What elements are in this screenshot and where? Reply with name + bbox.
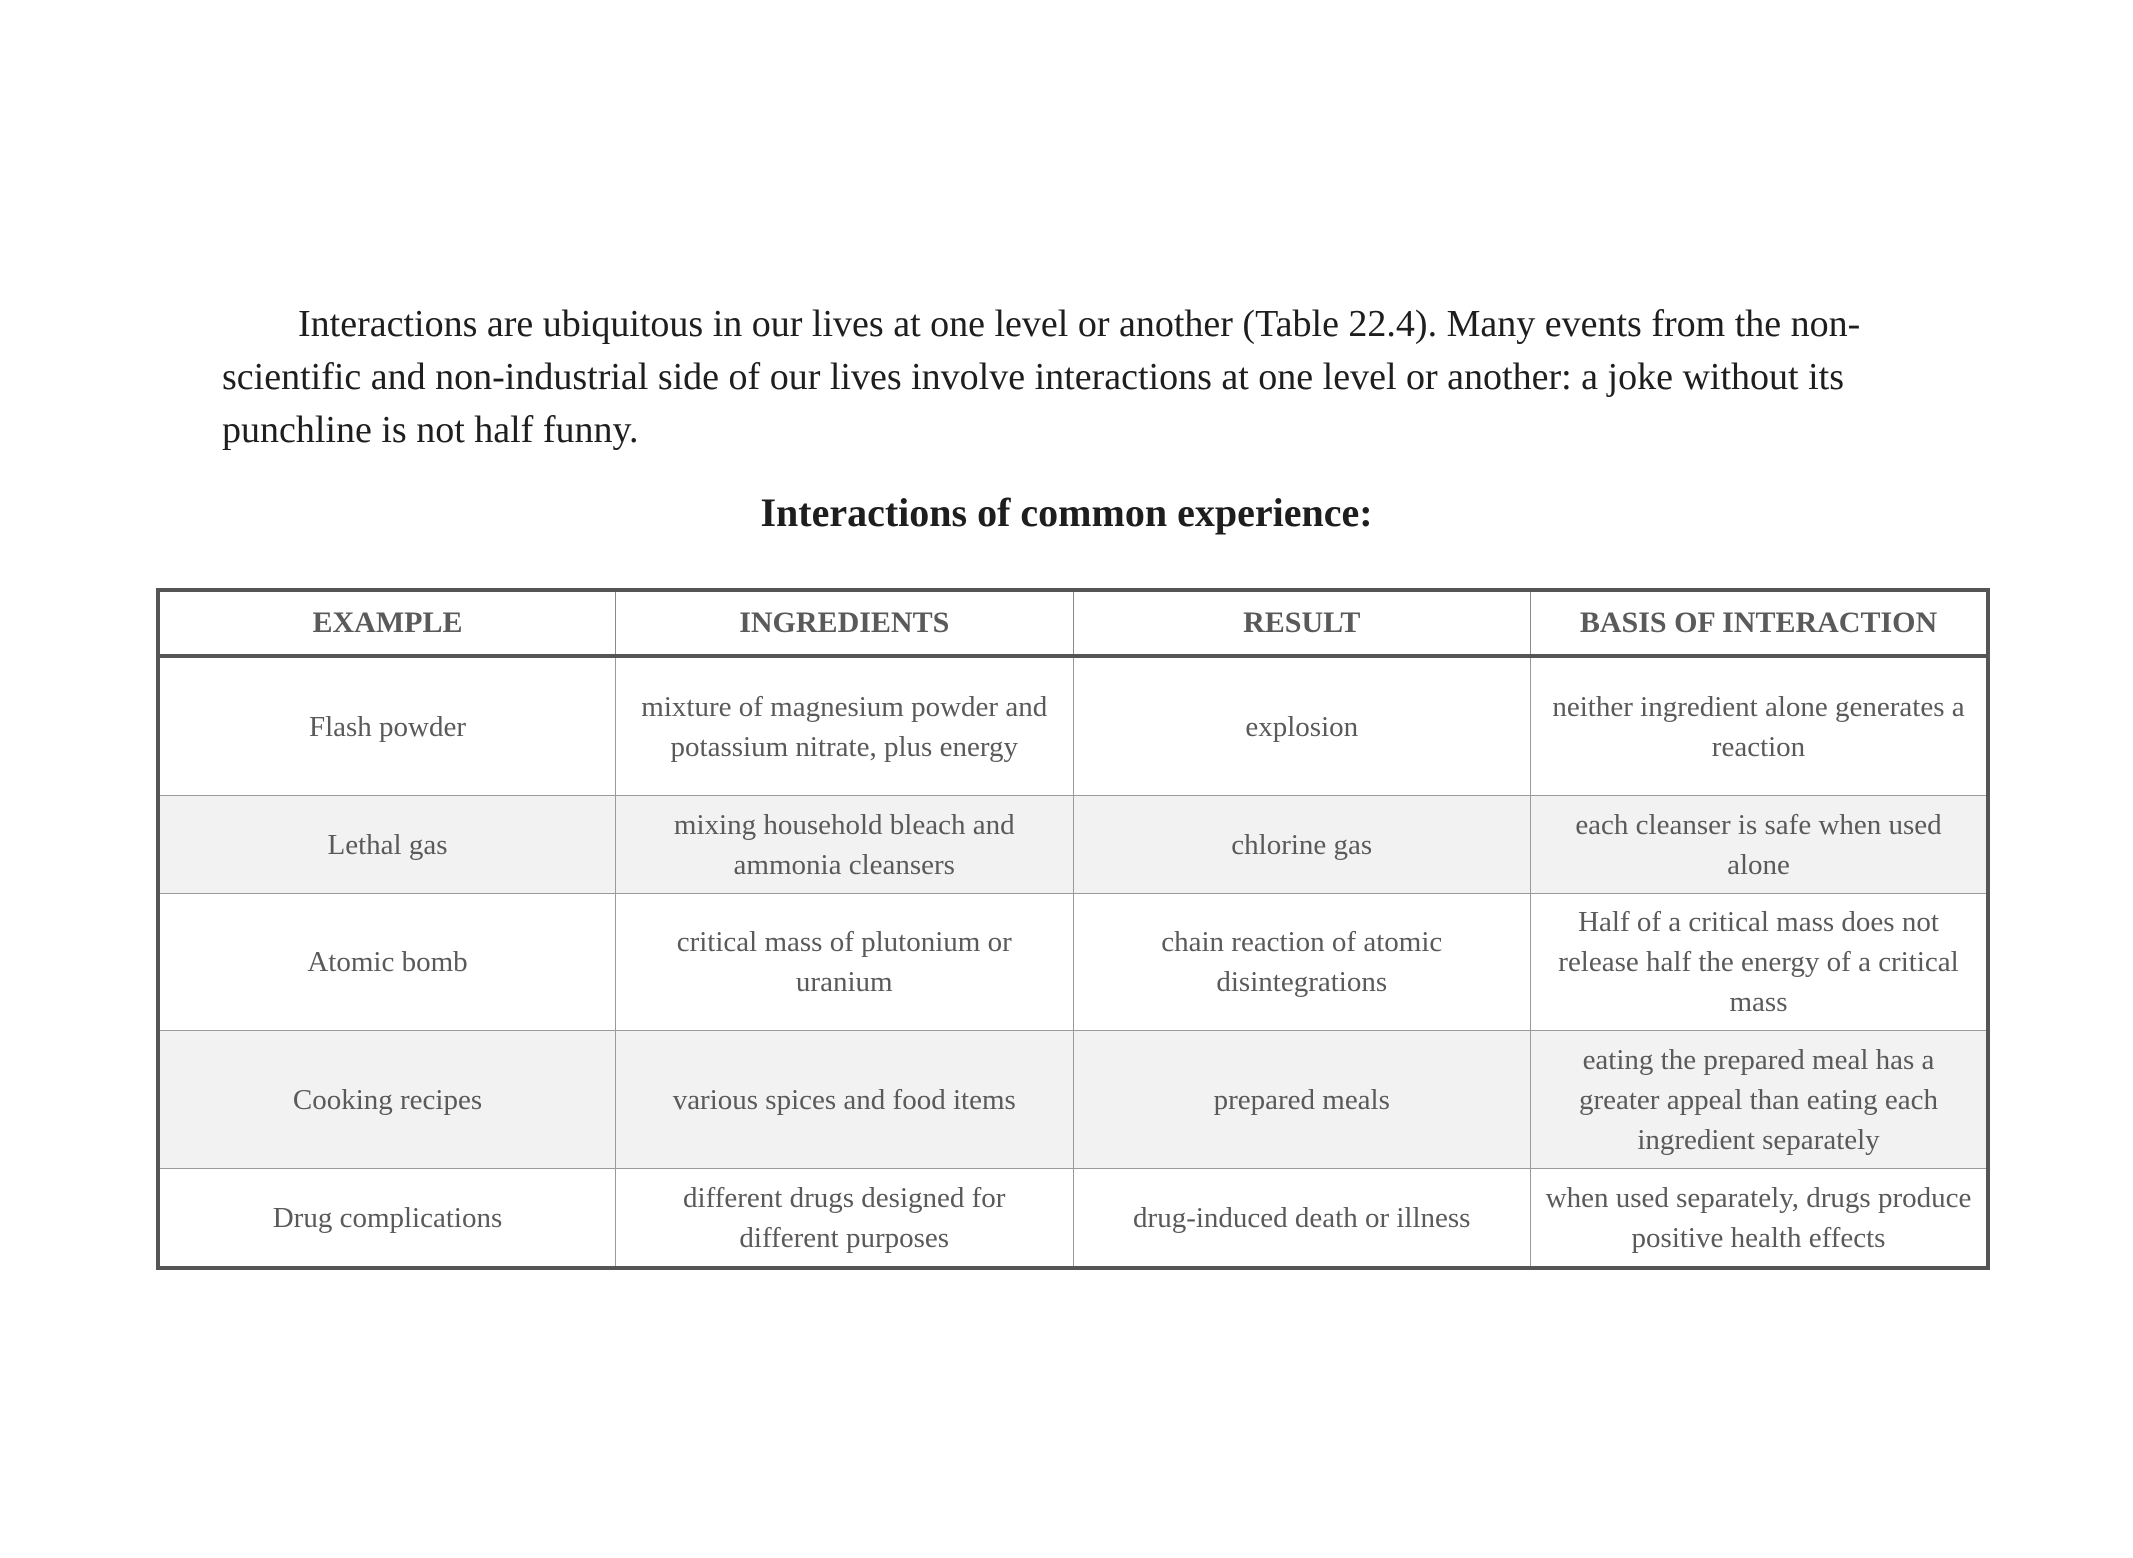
cell-basis: neither ingredient alone generates a reaction — [1531, 656, 1989, 796]
table-row — [158, 1031, 1988, 1169]
cell-ingredients: mixing household bleach and ammonia cleansers — [616, 796, 1074, 894]
interactions-table — [156, 588, 1990, 1270]
cell-ingredients: critical mass of plutonium or uranium — [616, 894, 1074, 1031]
cell-result: drug-induced death or illness — [1073, 1169, 1531, 1269]
header-result: RESULT — [1073, 590, 1531, 656]
cell-result: explosion — [1073, 656, 1531, 796]
table-caption: Interactions of common experience: — [760, 490, 1373, 535]
cell-result: chain reaction of atomic disintegrations — [1073, 894, 1531, 1031]
header-example: EXAMPLE — [158, 590, 616, 656]
cell-example: Drug complications — [158, 1169, 616, 1269]
table-row — [158, 1169, 1988, 1269]
table-row — [158, 894, 1988, 1031]
intro-paragraph: Interactions are ubiquitous in our lives at one level or another (Table 22.4). Many events from the non-scientific and non-industrial side of our lives involve interactions at one level or another: a joke without its punchline is not half funny. — [222, 303, 1861, 451]
cell-result: prepared meals — [1073, 1031, 1531, 1169]
cell-basis: eating the prepared meal has a greater appeal than eating each ingredient separately — [1531, 1031, 1989, 1169]
cell-example: Lethal gas — [158, 796, 616, 894]
header-basis: BASIS OF INTERACTION — [1531, 590, 1989, 656]
cell-example: Flash powder — [158, 656, 616, 796]
cell-ingredients: mixture of magnesium powder and potassium nitrate, plus energy — [616, 656, 1074, 796]
cell-basis: Half of a critical mass does not release half the energy of a critical mass — [1531, 894, 1989, 1031]
cell-basis: when used separately, drugs produce positive health effects — [1531, 1169, 1989, 1269]
table-row — [158, 796, 1988, 894]
cell-example: Cooking recipes — [158, 1031, 616, 1169]
cell-result: chlorine gas — [1073, 796, 1531, 894]
cell-ingredients: various spices and food items — [616, 1031, 1074, 1169]
cell-ingredients: different drugs designed for different purposes — [616, 1169, 1074, 1269]
table-header-row — [158, 590, 1988, 656]
cell-basis: each cleanser is safe when used alone — [1531, 796, 1989, 894]
header-ingredients: INGREDIENTS — [616, 590, 1074, 656]
table-row — [158, 656, 1988, 796]
cell-example: Atomic bomb — [158, 894, 616, 1031]
